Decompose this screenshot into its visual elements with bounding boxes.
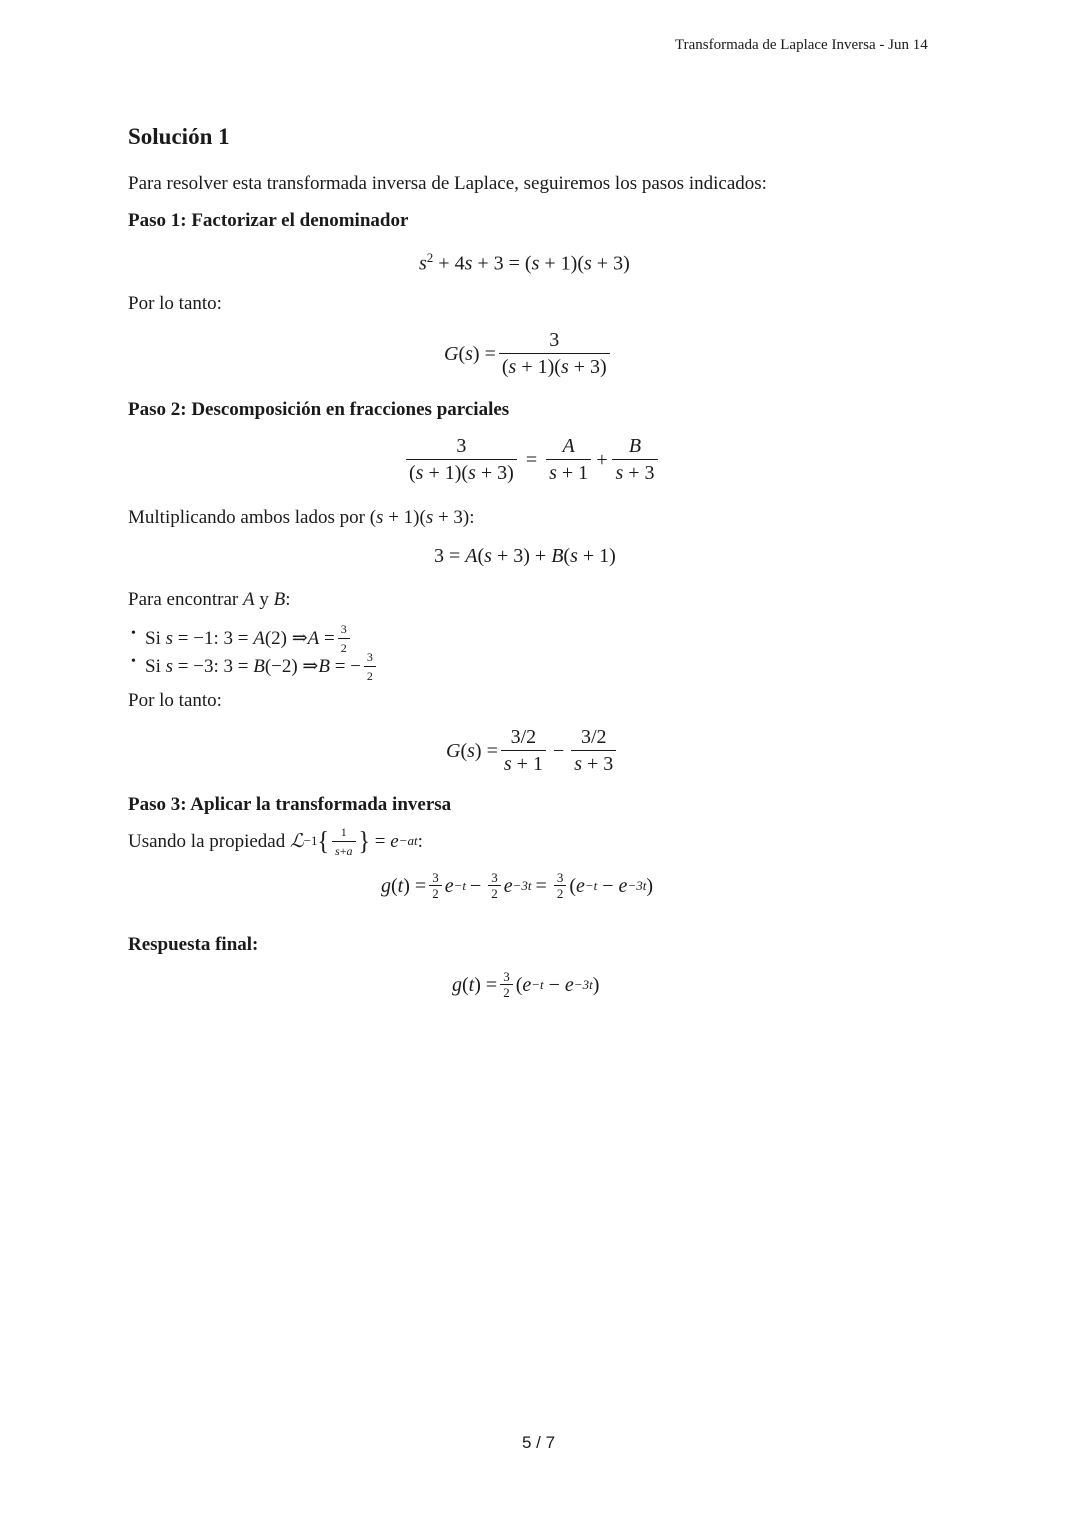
bullet-a: Si s = −1: 3 = A (2) ⇒ A = $\frac{3}{2}$: [145, 623, 353, 654]
section-title: Solución 1: [128, 124, 230, 149]
multiply-sentence: Multiplicando ambos lados por (s + 1)(s + 3):: [128, 507, 475, 528]
transfer-function-equation: G ( s ) = $\frac{3}{(s + 1)(s + 3)}$: [444, 330, 613, 377]
and-text: y: [259, 589, 269, 610]
bullet-si-text: Si: [145, 627, 161, 649]
decomposed-equation: G ( s ) = $\frac{3/2}{s + 1}$ − $\frac{3/2}{s + 3}$: [446, 727, 619, 774]
bullet-si-text: Si: [145, 655, 161, 677]
bullet-b: Si s = −3: 3 = B (−2) ⇒ B = − $\frac{3}{2}$: [145, 651, 379, 682]
bullet-marker: •: [131, 626, 136, 641]
inverse-transform-equation: g ( t ) = $\frac{3}{2}$ e −t − $\frac{3}{2}$ e −3t = $\frac{3}{2}$ ( e −t − e −3t ): [381, 870, 653, 901]
por-lo-tanto-label-2: Por lo tanto:: [128, 690, 222, 711]
step1-heading: Paso 1: Factorizar el denominador: [128, 210, 409, 231]
bullet-marker: •: [131, 654, 136, 669]
running-header: Transformada de Laplace Inversa - Jun 14: [675, 37, 928, 53]
page-number: 5 / 7: [522, 1433, 556, 1452]
intro-paragraph: Para resolver esta transformada inversa de Laplace, seguiremos los pasos indicados:: [128, 173, 767, 194]
factorization-equation: $s^2 + 4s + 3 = (s + 1)(s + 3)$: [419, 250, 630, 275]
partial-fractions-equation: $\frac{3}{(s + 1)(s + 3)}$ = $\frac{A}{s + 1}$ + $\frac{B}{s + 3}$: [403, 436, 661, 483]
property-sentence: Usando la propiedad ℒ −1 { $\frac{1}{s+a}$ } = e −at :: [128, 825, 423, 858]
step2-heading: Paso 2: Descomposición en fracciones parciales: [128, 399, 510, 420]
step3-heading: Paso 3: Aplicar la transformada inversa: [128, 794, 452, 815]
property-text: Usando la propiedad: [128, 830, 286, 852]
por-lo-tanto-label: Por lo tanto:: [128, 293, 222, 314]
find-ab-sentence: Para encontrar A y B:: [128, 589, 291, 610]
multiply-text: Multiplicando ambos lados por: [128, 507, 365, 528]
coefficient-equation: 3 = A(s + 3) + B(s + 1): [434, 545, 616, 567]
find-text: Para encontrar: [128, 589, 239, 610]
final-answer-equation: g ( t ) = $\frac{3}{2}$ ( e −t − e −3t ): [452, 969, 600, 1000]
final-answer-heading: Respuesta final:: [128, 934, 259, 955]
